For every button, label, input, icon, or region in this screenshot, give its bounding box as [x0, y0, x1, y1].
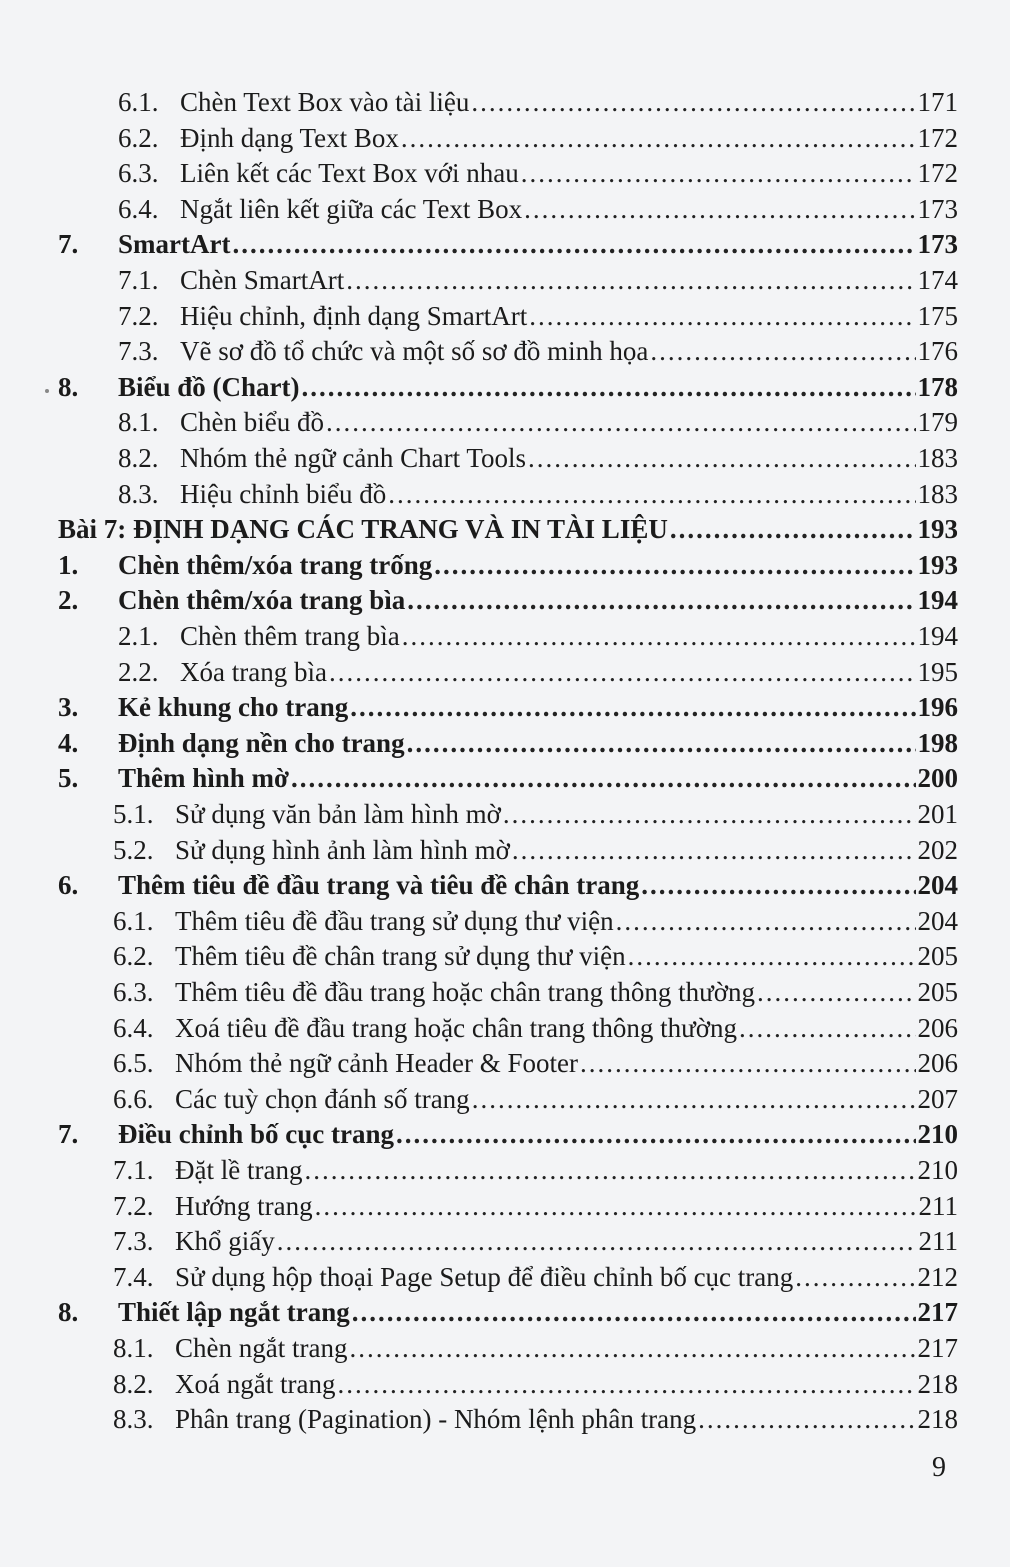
toc-subsection [118, 155, 958, 191]
toc-number: 6.4. [113, 1012, 154, 1043]
toc-title: Bài 7: ĐỊNH DẠNG CÁC TRANG VÀ IN TÀI LIỆU [58, 514, 668, 545]
toc-leader-dots [580, 1045, 915, 1081]
toc-section [58, 867, 958, 903]
toc-number: 8.2. [118, 443, 159, 473]
toc-number: 6.6. [113, 1083, 154, 1114]
toc-leader-dots [402, 618, 916, 654]
toc-page-number: 173 [917, 193, 958, 224]
toc-page-number: 172 [917, 158, 958, 189]
toc-title: Liên kết các Text Box với nhau [180, 158, 519, 189]
toc-number: 8.1. [113, 1333, 154, 1363]
toc-number: 7.1. [118, 265, 159, 295]
toc-subsection [113, 796, 958, 832]
toc-title: Ngắt liên kết giữa các Text Box [180, 193, 523, 224]
toc-title: Biểu đồ (Chart) [118, 371, 300, 402]
toc-leader-dots [337, 1366, 915, 1402]
toc-page-number: 193 [917, 549, 958, 580]
toc-title: Các tuỳ chọn đánh số trang [175, 1083, 470, 1114]
toc-subsection [118, 440, 958, 476]
toc-leader-dots [349, 1330, 915, 1366]
toc-number: 6.1. [118, 87, 159, 117]
toc-subsection [113, 1081, 958, 1117]
toc-title: Nhóm thẻ ngữ cảnh Header & Footer [175, 1048, 579, 1079]
toc-leader-dots [503, 796, 916, 832]
toc-leader-dots [795, 1259, 915, 1295]
toc-leader-dots [670, 511, 916, 547]
toc-leader-dots [302, 369, 916, 405]
toc-leader-dots [616, 903, 916, 939]
toc-leader-dots [512, 832, 916, 868]
toc-subsection [118, 84, 958, 120]
toc-title: Nhóm thẻ ngữ cảnh Chart Tools [180, 443, 526, 473]
toc-leader-dots [396, 1116, 915, 1152]
toc-page-number: 175 [917, 300, 958, 331]
toc-leader-dots [291, 760, 916, 796]
toc-number: 2.1. [118, 621, 159, 651]
toc-leader-dots [434, 547, 915, 583]
toc-number: 7.3. [118, 336, 159, 367]
toc-leader-dots [757, 974, 916, 1010]
toc-number: 6.3. [118, 158, 159, 189]
toc-title: Chèn thêm trang bìa [180, 621, 400, 651]
toc-number: 6.5. [113, 1048, 154, 1079]
toc-leader-dots [346, 262, 915, 298]
toc-leader-dots [524, 191, 915, 227]
toc-page-number: 173 [917, 229, 958, 260]
toc-title: Đặt lề trang [175, 1155, 303, 1185]
toc-subsection [118, 191, 958, 227]
toc-leader-dots [698, 1401, 915, 1437]
toc-page-number: 217 [917, 1333, 958, 1363]
toc-section [58, 760, 958, 796]
toc-page-number: 174 [917, 265, 958, 295]
toc-title: Sử dụng hình ảnh làm hình mờ [175, 834, 510, 865]
toc-leader-dots [641, 867, 915, 903]
toc-title: Khổ giấy [175, 1226, 275, 1257]
toc-number: 2.2. [118, 656, 159, 687]
toc-number: 8.1. [118, 407, 159, 438]
toc-leader-dots [352, 1294, 916, 1330]
toc-number: 8.3. [118, 478, 159, 509]
toc-leader-dots [401, 120, 916, 156]
toc-number: 8. [58, 371, 79, 402]
toc-page-number: 183 [917, 443, 958, 473]
toc-leader-dots [472, 1081, 916, 1117]
toc-leader-dots [407, 582, 915, 618]
toc-number: 8.3. [113, 1404, 154, 1435]
toc-leader-dots [521, 155, 916, 191]
toc-leader-dots [326, 404, 916, 440]
toc-subsection [113, 1188, 958, 1224]
toc-number: 7.1. [113, 1155, 154, 1185]
toc-page-number: 218 [917, 1404, 958, 1435]
toc-section [58, 582, 958, 618]
toc-subsection [113, 1330, 958, 1366]
toc-page-number: 205 [917, 941, 958, 972]
toc-section [58, 1116, 958, 1152]
toc-page-number: 217 [917, 1297, 958, 1328]
toc-number: 6.3. [113, 977, 154, 1007]
toc-subsection [113, 1401, 958, 1437]
toc-number: 6.4. [118, 193, 159, 224]
toc-title: Chèn Text Box vào tài liệu [180, 87, 470, 117]
toc-subsection [113, 1045, 958, 1081]
toc-leader-dots [388, 476, 915, 512]
toc-page-number: 194 [917, 621, 958, 651]
print-speck [45, 389, 49, 393]
toc-title: Hiệu chỉnh, định dạng SmartArt [180, 300, 528, 331]
toc-section [58, 547, 958, 583]
toc-number: 4. [58, 727, 79, 758]
toc-number: 7.2. [113, 1190, 154, 1221]
toc-page-number: 204 [917, 870, 958, 901]
toc-title: Chèn SmartArt [180, 265, 345, 295]
toc-page-number: 202 [917, 834, 958, 865]
toc-section [58, 689, 958, 725]
toc-page-number: 204 [917, 905, 958, 936]
toc-section [58, 369, 958, 405]
toc-page-number: 211 [918, 1190, 958, 1221]
toc-title: Thêm tiêu đề đầu trang hoặc chân trang thông thường [175, 977, 755, 1007]
toc-subsection [113, 1010, 958, 1046]
toc-title: Định dạng Text Box [180, 122, 399, 153]
toc-leader-dots [650, 333, 915, 369]
toc-title: Thêm tiêu đề chân trang sử dụng thư viện [175, 941, 626, 972]
toc-number: 6.2. [113, 941, 154, 972]
toc-number: 2. [58, 585, 79, 616]
toc-title: Sử dụng hộp thoại Page Setup để điều chỉnh bố cục trang [175, 1261, 794, 1292]
toc-section [58, 1294, 958, 1330]
toc-leader-dots [329, 654, 916, 690]
toc-number: 7.3. [113, 1226, 154, 1257]
toc-page-number: 205 [917, 977, 958, 1007]
toc-number: 3. [58, 692, 79, 723]
toc-page-number: 210 [917, 1155, 958, 1185]
toc-number: 7. [58, 1119, 79, 1150]
toc-page-number: 198 [917, 727, 958, 758]
toc-title: SmartArt [118, 229, 231, 260]
toc-number: 8. [58, 1297, 79, 1328]
toc-subsection [113, 903, 958, 939]
toc-page-number: 195 [917, 656, 958, 687]
toc-leader-dots [277, 1223, 917, 1259]
toc-title: Phân trang (Pagination) - Nhóm lệnh phân trang [175, 1404, 697, 1435]
toc-page-number: 212 [917, 1261, 958, 1292]
toc-page-number: 201 [917, 799, 958, 829]
toc-title: Chèn ngắt trang [175, 1333, 348, 1363]
toc-title: Thêm tiêu đề đầu trang sử dụng thư viện [175, 905, 614, 936]
toc-page-number: 206 [917, 1012, 958, 1043]
toc-page-number: 178 [917, 371, 958, 402]
toc-page-number: 171 [917, 87, 958, 117]
toc-subsection [113, 938, 958, 974]
toc-number: 6. [58, 870, 79, 901]
toc-page-number: 194 [917, 585, 958, 616]
toc-page-number: 172 [917, 122, 958, 153]
toc-leader-dots [407, 725, 916, 761]
toc-page-number: 179 [917, 407, 958, 438]
toc-leader-dots [471, 84, 915, 120]
toc-title: Xoá tiêu đề đầu trang hoặc chân trang thông thường [175, 1012, 737, 1043]
toc-subsection [118, 618, 958, 654]
toc-title: Chèn biểu đồ [180, 407, 324, 438]
toc-number: 7.2. [118, 300, 159, 331]
toc-leader-dots [315, 1188, 917, 1224]
toc-chapter-heading [58, 511, 958, 547]
toc-subsection [113, 832, 958, 868]
toc-subsection [118, 654, 958, 690]
toc-page-number: 200 [917, 763, 958, 794]
toc-title: Vẽ sơ đồ tổ chức và một số sơ đồ minh họa [180, 336, 649, 367]
toc-title: Thêm hình mờ [118, 763, 289, 794]
toc-subsection [113, 974, 958, 1010]
toc-leader-dots [304, 1152, 915, 1188]
toc-leader-dots [628, 938, 916, 974]
toc-title: Thêm tiêu đề đầu trang và tiêu đề chân trang [118, 870, 640, 901]
toc-subsection [118, 298, 958, 334]
toc-title: Điều chỉnh bố cục trang [118, 1119, 395, 1150]
toc-number: 7. [58, 229, 79, 260]
toc-number: 6.1. [113, 905, 154, 936]
toc-title: Chèn thêm/xóa trang bìa [118, 585, 406, 616]
toc-title: Sử dụng văn bản làm hình mờ [175, 799, 501, 829]
toc-leader-dots [529, 298, 915, 334]
toc-title: Thiết lập ngắt trang [118, 1297, 350, 1328]
toc-page-number: 183 [917, 478, 958, 509]
toc-section [58, 725, 958, 761]
toc-leader-dots [528, 440, 916, 476]
toc-number: 8.2. [113, 1368, 154, 1399]
toc-page-number: 210 [917, 1119, 958, 1150]
toc-subsection [118, 120, 958, 156]
toc-title: Kẻ khung cho trang [118, 692, 349, 723]
toc-number: 5.1. [113, 799, 154, 829]
toc-number: 1. [58, 549, 79, 580]
toc-subsection [113, 1366, 958, 1402]
toc-page-number: 176 [917, 336, 958, 367]
toc-subsection [118, 333, 958, 369]
toc-section [58, 226, 958, 262]
toc-title: Xoá ngắt trang [175, 1368, 336, 1399]
toc-page-number: 211 [918, 1226, 958, 1257]
toc-leader-dots [350, 689, 915, 725]
toc-number: 7.4. [113, 1261, 154, 1292]
toc-subsection [118, 262, 958, 298]
toc-subsection [118, 404, 958, 440]
toc-page-number: 207 [917, 1083, 958, 1114]
toc-subsection [113, 1152, 958, 1188]
toc-number: 5.2. [113, 834, 154, 865]
toc-subsection [113, 1223, 958, 1259]
toc-title: Hướng trang [175, 1190, 313, 1221]
toc-page-number: 206 [917, 1048, 958, 1079]
toc-leader-dots [739, 1010, 916, 1046]
toc-title: Định dạng nền cho trang [118, 727, 405, 758]
toc-page-number: 196 [917, 692, 958, 723]
toc-leader-dots [232, 226, 915, 262]
toc-subsection [113, 1259, 958, 1295]
toc-title: Xóa trang bìa [180, 656, 327, 687]
toc-title: Chèn thêm/xóa trang trống [118, 549, 433, 580]
toc-number: 6.2. [118, 122, 159, 153]
toc-number: 5. [58, 763, 79, 794]
toc-page-number: 218 [917, 1368, 958, 1399]
toc-page-number: 193 [917, 514, 958, 545]
page-number: 9 [932, 1452, 946, 1483]
toc-subsection [118, 476, 958, 512]
toc-title: Hiệu chỉnh biểu đồ [180, 478, 387, 509]
